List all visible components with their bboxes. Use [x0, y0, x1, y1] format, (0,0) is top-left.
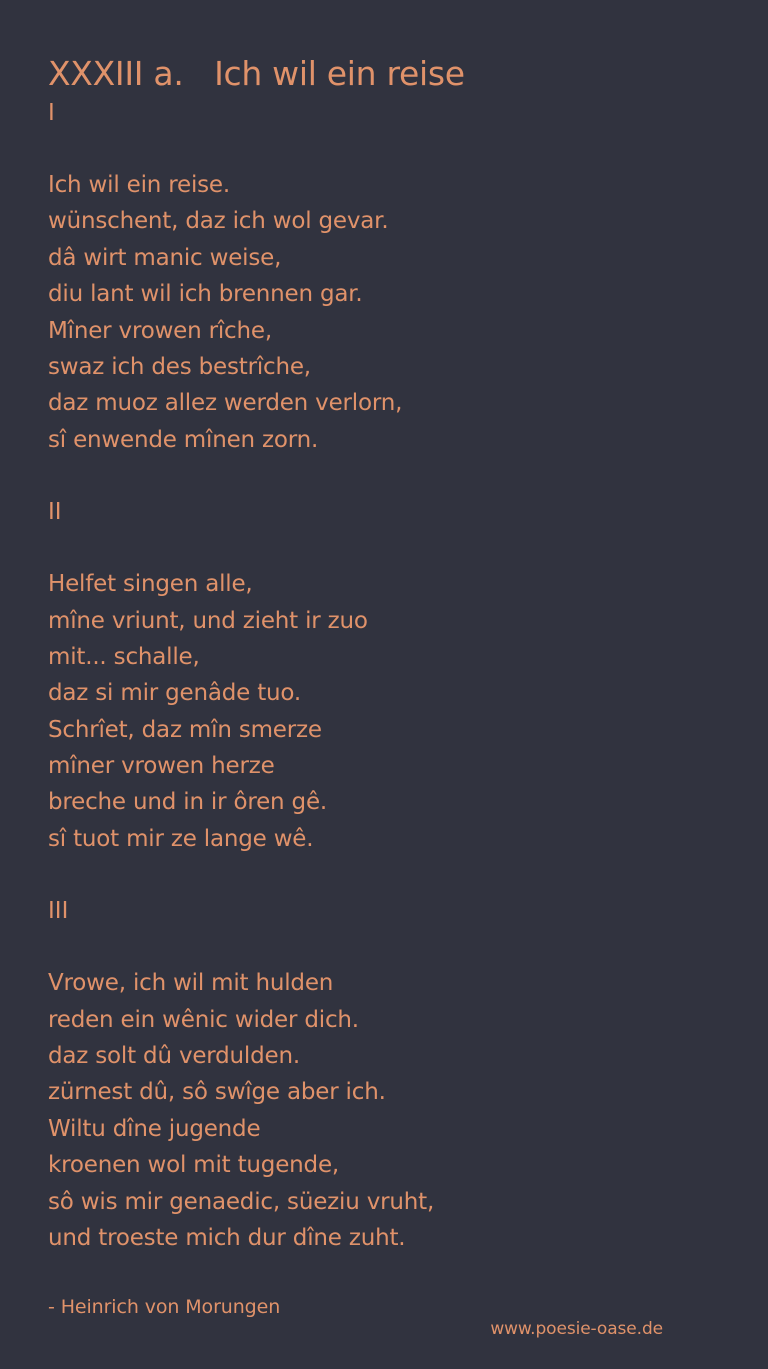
poem-line: daz solt dû verdulden. — [48, 1043, 300, 1070]
poem-line: mîne vriunt, und zieht ir zuo — [48, 607, 368, 634]
poem-line: daz muoz allez werden verlorn, — [48, 390, 403, 417]
poem-line: Wiltu dîne jugende — [48, 1115, 261, 1142]
stanza-gap — [48, 530, 728, 566]
poem-author: - Heinrich von Morungen — [48, 1296, 281, 1318]
poem-line: kroenen wol mit tugende, — [48, 1152, 339, 1179]
poem-line: Helfet singen alle, — [48, 571, 253, 598]
poem-line: sî enwende mînen zorn. — [48, 426, 319, 453]
stanza-gap — [48, 458, 728, 494]
poem-line: mîner vrowen herze — [48, 753, 275, 780]
poem-line: wünschent, daz ich wol gevar. — [48, 208, 389, 235]
poem-line: mit... schalle, — [48, 643, 200, 670]
poem-line: Ich wil ein reise. — [48, 172, 230, 198]
website-watermark: www.poesie-oase.de — [490, 1319, 663, 1339]
stanza-3 — [48, 893, 728, 1256]
poem-line: reden ein wênic wider dich. — [48, 1006, 359, 1033]
poem-line: swaz ich des bestrîche, — [48, 353, 311, 380]
poem-line: diu lant wil ich brennen gar. — [48, 281, 363, 308]
poem-line: sô wis mir genaedic, süeziu vruht, — [48, 1188, 435, 1215]
poem — [48, 53, 728, 1256]
poem-line: Schrîet, daz mîn smerze — [48, 716, 322, 743]
poem-line: breche und in ir ôren gê. — [48, 789, 328, 816]
stanza-1 — [48, 95, 728, 458]
poem-line: dâ wirt manic weise, — [48, 244, 282, 271]
poem-title: XXXIII a. Ich wil ein reise — [48, 54, 465, 93]
poem-line: daz si mir genâde tuo. — [48, 680, 301, 707]
poem-line: sî tuot mir ze lange wê. — [48, 825, 314, 852]
poem-line: Vrowe, ich wil mit hulden — [48, 970, 334, 997]
stanza-label: I — [48, 100, 55, 126]
stanza-gap — [48, 131, 728, 167]
stanza-label: II — [48, 499, 62, 526]
stanza-gap — [48, 929, 728, 965]
stanza-label: III — [48, 898, 69, 925]
poem-line: Mîner vrowen rîche, — [48, 317, 272, 344]
stanza-2 — [48, 494, 728, 857]
poem-line: und troeste mich dur dîne zuht. — [48, 1224, 406, 1251]
stanza-gap — [48, 857, 728, 893]
poem-line: zürnest dû, sô swîge aber ich. — [48, 1079, 386, 1106]
